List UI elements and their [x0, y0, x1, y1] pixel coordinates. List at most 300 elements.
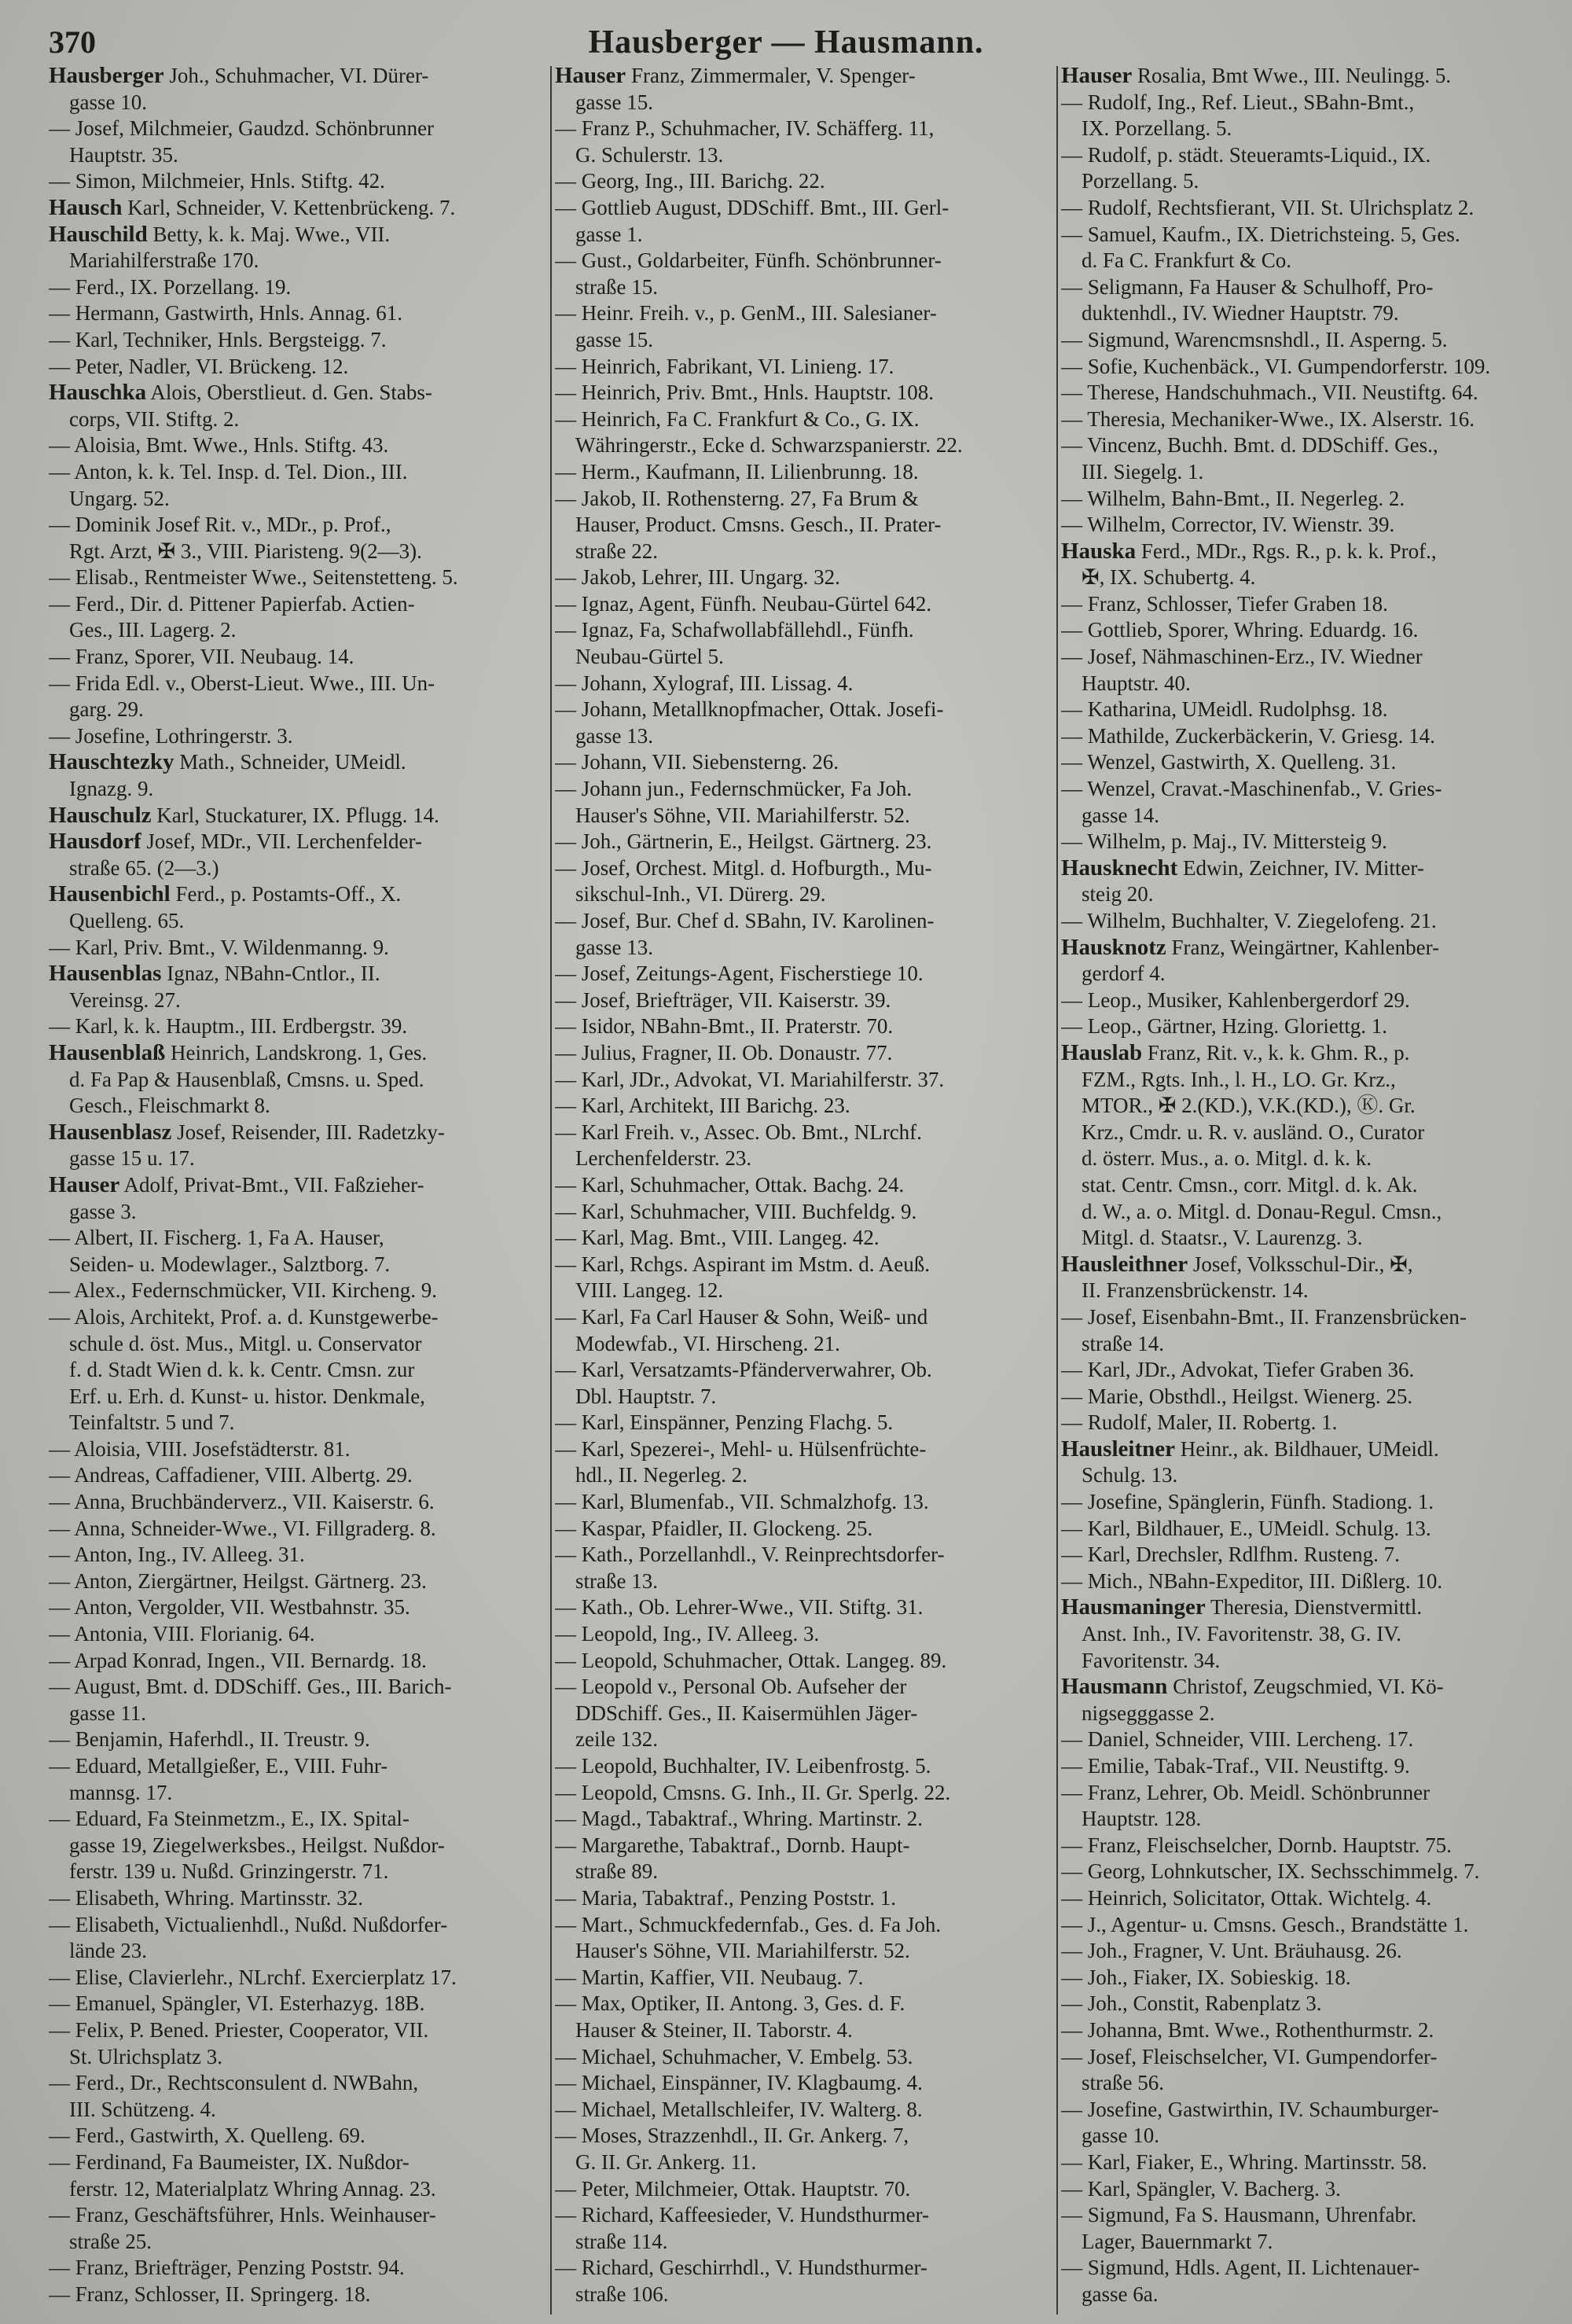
continuation-line: schule d. öst. Mus., Mitgl. u. Conservator [69, 1331, 422, 1355]
sub-entry-line: — Josef, Nähmaschinen-Erz., IV. Wiedner [1061, 645, 1423, 669]
sub-entry-line: — Leopold, Ing., IV. Alleeg. 3. [555, 1622, 820, 1646]
sub-entry-line: — Sofie, Kuchenbäck., VI. Gumpendorferstr. 109. [1061, 354, 1491, 378]
surname-headword: Hausmann [1061, 1674, 1168, 1700]
surname-headword: Hauschild [49, 221, 148, 247]
continuation-line: DDSchiff. Ges., II. Kaisermühlen Jäger- [575, 1701, 918, 1725]
continuation-line: d. Fa Pap & Hausenblaß, Cmsns. u. Sped. [69, 1067, 424, 1091]
surname-headword: Hauschka [49, 380, 147, 406]
sub-entry-line: — Julius, Fragner, II. Ob. Donaustr. 77. [555, 1040, 893, 1065]
continuation-line: ferstr. 139 u. Nußd. Grinzingerstr. 71. [69, 1859, 389, 1884]
headword-entry-line [555, 63, 1052, 90]
continuation-line: Hauser's Söhne, VII. Mariahilferstr. 52. [575, 803, 910, 827]
sub-entry-line: — Richard, Geschirrhdl., V. Hundsthurmer- [555, 2256, 927, 2280]
sub-entry-line: — Heinrich, Solicitator, Ottak. Wichtelg. 4. [1061, 1885, 1432, 1910]
continuation-line: gasse 1. [575, 222, 643, 246]
surname-headword: Hauser [49, 1171, 120, 1197]
continuation-line: gasse 15. [575, 327, 653, 351]
continuation-line: Gesch., Fleischmarkt 8. [69, 1094, 270, 1118]
sub-entry-line: — Anton, Ziergärtner, Heilgst. Gärtnerg. 23. [49, 1568, 427, 1593]
sub-entry-line: — Marie, Obsthdl., Heilgst. Wienerg. 25. [1061, 1384, 1413, 1408]
headword-entry-line [1061, 935, 1558, 962]
sub-entry-line: — Albert, II. Fischerg. 1, Fa A. Hauser, [49, 1226, 384, 1250]
surname-headword: Hausleitner [1061, 1436, 1175, 1462]
sub-entry-line: — Karl, Versatzamts-Pfänderverwahrer, Ob. [555, 1358, 932, 1382]
headword-entry-line [1061, 1040, 1558, 1067]
column-divider [1056, 66, 1058, 2315]
sub-entry-line: — Karl, Fiaker, E., Whring. Martinsstr. 58. [1061, 2149, 1427, 2174]
sub-entry-line: — Ferd., Dir. d. Pittener Papierfab. Actien- [49, 591, 415, 616]
entry-text: Josef, Reisender, III. Radetzky- [171, 1120, 445, 1144]
sub-entry-line: — Sigmund, Warencmsnshdl., II. Asperng. 5. [1061, 327, 1448, 351]
continuation-line: II. Franzensbrückenstr. 14. [1082, 1278, 1309, 1303]
sub-entry-line: — Peter, Nadler, VI. Brückeng. 12. [49, 354, 349, 378]
continuation-line: Hauser's Söhne, VII. Mariahilferstr. 52. [575, 1939, 910, 1963]
continuation-line: Teinfaltstr. 5 und 7. [69, 1410, 235, 1435]
entry-text: Heinr., ak. Bildhauer, UMeidl. [1175, 1436, 1439, 1461]
sub-entry-line: — Eduard, Fa Steinmetzm., E., IX. Spital- [49, 1807, 410, 1831]
surname-headword: Hauslab [1061, 1039, 1143, 1065]
sub-entry-line: — Karl, Architekt, III Barichg. 23. [555, 1094, 850, 1118]
sub-entry-line: — Samuel, Kaufm., IX. Dietrichsteing. 5, Ges. [1061, 222, 1460, 246]
continuation-line: straße 25. [69, 2229, 152, 2253]
sub-entry-line: — Karl, Bildhauer, E., UMeidl. Schulg. 13. [1061, 1516, 1431, 1540]
sub-entry-line: — Karl, Spezerei-, Mehl- u. Hülsenfrüchte- [555, 1436, 927, 1461]
surname-headword: Hausleithner [1061, 1251, 1188, 1277]
entry-text: Theresia, Dienstvermittl. [1205, 1595, 1423, 1620]
sub-entry-line: — Seligmann, Fa Hauser & Schulhoff, Pro- [1061, 274, 1434, 299]
continuation-line: straße 114. [575, 2229, 668, 2253]
continuation-line: corps, VII. Stiftg. 2. [69, 406, 240, 431]
headword-entry-line [1061, 1436, 1558, 1463]
sub-entry-line: — Ignaz, Agent, Fünfh. Neubau-Gürtel 642. [555, 591, 932, 616]
sub-entry-line: — Michael, Einspänner, IV. Klagbaumg. 4. [555, 2071, 923, 2095]
sub-entry-line: — Anna, Bruchbänderverz., VII. Kaiserstr. 6. [49, 1490, 435, 1514]
sub-entry-line: — Elisabeth, Whring. Martinsstr. 32. [49, 1885, 363, 1910]
sub-entry-line: — Ferd., Dr., Rechtsconsulent d. NWBahn, [49, 2071, 419, 2095]
surname-headword: Hauschtezky [49, 749, 174, 775]
sub-entry-line: — Gottlieb August, DDSchiff. Bmt., III. Gerl- [555, 195, 949, 219]
sub-entry-line: — Franz, Sporer, VII. Neubaug. 14. [49, 645, 354, 669]
sub-entry-line: — Ferd., Gastwirth, X. Quelleng. 69. [49, 2124, 365, 2148]
headword-entry-line [49, 749, 545, 776]
sub-entry-line: — Frida Edl. v., Oberst-Lieut. Wwe., III. Un- [49, 671, 435, 695]
sub-entry-line: — Leop., Musiker, Kahlenbergerdorf 29. [1061, 987, 1410, 1012]
sub-entry-line: — Jakob, II. Rothensterng. 27, Fa Brum & [555, 486, 919, 510]
headword-entry-line [49, 961, 545, 987]
sub-entry-line: — Felix, P. Bened. Priester, Cooperator, VII. [49, 2017, 429, 2042]
continuation-line: gasse 10. [69, 90, 147, 114]
continuation-line: mannsg. 17. [69, 1780, 173, 1804]
sub-entry-line: — Heinrich, Fa C. Frankfurt & Co., G. IX. [555, 406, 920, 431]
column-2 [555, 63, 1052, 2307]
continuation-line: gasse 11. [69, 1701, 146, 1725]
sub-entry-line: — Karl, Rchgs. Aspirant im Mstm. d. Aeuß. [555, 1252, 930, 1276]
sub-entry-line: — Therese, Handschuhmach., VII. Neustiftg. 64. [1061, 381, 1478, 405]
surname-headword: Hausch [49, 194, 123, 220]
continuation-line: Seiden- u. Modewlager., Salztborg. 7. [69, 1252, 391, 1276]
continuation-line: straße 13. [575, 1568, 658, 1593]
sub-entry-line: — Mathilde, Zuckerbäckerin, V. Griesg. 14. [1061, 723, 1435, 748]
sub-entry-line: — Gust., Goldarbeiter, Fünfh. Schönbrunner- [555, 248, 942, 273]
sub-entry-line: — Aloisia, VIII. Josefstädterstr. 81. [49, 1436, 351, 1461]
sub-entry-line: — Leopold, Buchhalter, IV. Leibenfrostg. 5. [555, 1754, 931, 1778]
sub-entry-line: — Katharina, UMeidl. Rudolphsg. 18. [1061, 697, 1388, 722]
sub-entry-line: — Anna, Schneider-Wwe., VI. Fillgraderg. 8. [49, 1516, 436, 1540]
surname-headword: Hausknecht [1061, 855, 1178, 881]
sub-entry-line: — Karl, k. k. Hauptm., III. Erdbergstr. 39. [49, 1014, 408, 1039]
entry-text: Ignaz, NBahn-Cntlor., II. [161, 962, 380, 986]
sub-entry-line: — Magd., Tabaktraf., Whring. Martinstr. 2. [555, 1807, 924, 1831]
sub-entry-line: — Wilhelm, Bahn-Bmt., II. Negerleg. 2. [1061, 486, 1405, 510]
headword-entry-line [49, 1040, 545, 1067]
sub-entry-line: — Joh., Fiaker, IX. Sobieskig. 18. [1061, 1965, 1351, 1989]
entry-text: Heinrich, Landskrong. 1, Ges. [165, 1040, 428, 1065]
sub-entry-line: — Franz, Briefträger, Penzing Poststr. 94. [49, 2256, 405, 2280]
continuation-line: straße 15. [575, 274, 658, 299]
continuation-line: Hauptstr. 35. [69, 142, 178, 167]
entry-text: Karl, Stuckaturer, IX. Pflugg. 14. [151, 803, 439, 827]
sub-entry-line: — Leopold, Schuhmacher, Ottak. Langeg. 89. [555, 1648, 947, 1672]
sub-entry-line: — Andreas, Caffadiener, VIII. Albertg. 29. [49, 1463, 413, 1487]
continuation-line: Rgt. Arzt, ✠ 3., VIII. Piaristeng. 9(2—3). [69, 539, 422, 563]
sub-entry-line: — Joh., Constit, Rabenplatz 3. [1061, 1991, 1322, 2016]
continuation-line: III. Siegelg. 1. [1082, 459, 1204, 484]
continuation-line: MTOR., ✠ 2.(KD.), V.K.(KD.), Ⓚ. Gr. [1082, 1094, 1416, 1118]
continuation-line: Quelleng. 65. [69, 909, 185, 932]
sub-entry-line: — Hermann, Gastwirth, Hnls. Annag. 61. [49, 301, 402, 325]
sub-entry-line: — Josef, Briefträger, VII. Kaiserstr. 39. [555, 987, 891, 1012]
sub-entry-line: — Martin, Kaffier, VII. Neubaug. 7. [555, 1965, 864, 1989]
surname-headword: Hauska [1061, 538, 1137, 564]
sub-entry-line: — Georg, Ing., III. Barichg. 22. [555, 169, 825, 193]
sub-entry-line: — Arpad Konrad, Ingen., VII. Bernardg. 18. [49, 1648, 427, 1672]
sub-entry-line: — Karl, Priv. Bmt., V. Wildenmanng. 9. [49, 935, 389, 959]
continuation-line: gasse 19, Ziegelwerksbes., Heilgst. Nußdor- [69, 1833, 445, 1857]
continuation-line: Neubau-Gürtel 5. [575, 645, 724, 669]
continuation-line: G. II. Gr. Ankerg. 11. [575, 2149, 757, 2174]
sub-entry-line: — Karl, JDr., Advokat, VI. Mariahilferstr. 37. [555, 1067, 945, 1091]
entry-text: Franz, Weingärtner, Kahlenber- [1166, 935, 1440, 959]
continuation-line: Lerchenfelderstr. 23. [575, 1146, 752, 1171]
continuation-line: Porzellang. 5. [1082, 169, 1199, 193]
sub-entry-line: — Joh., Fragner, V. Unt. Bräuhausg. 26. [1061, 1939, 1402, 1963]
sub-entry-line: — Sigmund, Hdls. Agent, II. Lichtenauer- [1061, 2256, 1420, 2280]
continuation-line: gasse 6a. [1082, 2282, 1159, 2306]
sub-entry-line: — Rudolf, Maler, II. Robertg. 1. [1061, 1410, 1338, 1435]
sub-entry-line: — Franz P., Schuhmacher, IV. Schäfferg. 11, [555, 116, 935, 141]
sub-entry-line: — Karl, Einspänner, Penzing Flachg. 5. [555, 1410, 894, 1435]
sub-entry-line: — August, Bmt. d. DDSchiff. Ges., III. Barich- [49, 1675, 452, 1699]
continuation-line: Hauser & Steiner, II. Taborstr. 4. [575, 2017, 853, 2042]
sub-entry-line: — Leop., Gärtner, Hzing. Gloriettg. 1. [1061, 1014, 1388, 1039]
surname-headword: Hausenbichl [49, 881, 171, 907]
continuation-line: VIII. Langeg. 12. [575, 1278, 724, 1303]
continuation-line: d. W., a. o. Mitgl. d. Donau-Regul. Cmsn., [1082, 1199, 1442, 1223]
sub-entry-line: — Mich., NBahn-Expeditor, III. Dißlerg. 10. [1061, 1568, 1443, 1593]
sub-entry-line: — Josef, Milchmeier, Gaudzd. Schönbrunner [49, 116, 435, 141]
continuation-line: Hauptstr. 40. [1082, 671, 1191, 695]
continuation-line: stat. Centr. Cmsn., corr. Mitgl. d. k. Ak. [1082, 1172, 1418, 1197]
sub-entry-line: — Michael, Metallschleifer, IV. Walterg. 8. [555, 2097, 923, 2121]
entry-text: Edwin, Zeichner, IV. Mitter- [1177, 855, 1424, 880]
sub-entry-line: — Alex., Federnschmücker, VII. Kircheng. 9. [49, 1278, 438, 1303]
sub-entry-line: — Karl, Techniker, Hnls. Bergsteigg. 7. [49, 327, 387, 351]
headword-entry-line [1061, 1594, 1558, 1621]
sub-entry-line: — Wilhelm, Buchhalter, V. Ziegelofeng. 21. [1061, 909, 1437, 932]
continuation-line: gerdorf 4. [1082, 962, 1166, 986]
sub-entry-line: — Josefine, Lothringerstr. 3. [49, 723, 293, 748]
continuation-line: St. Ulrichsplatz 3. [69, 2044, 222, 2068]
sub-entry-line: — Franz, Fleischselcher, Dornb. Hauptstr. 75. [1061, 1833, 1452, 1857]
surname-headword: Hausberger [49, 63, 164, 88]
sub-entry-line: — Wenzel, Cravat.-Maschinenfab., V. Gries- [1061, 777, 1442, 801]
sub-entry-line: — Moses, Strazzenhdl., II. Gr. Ankerg. 7, [555, 2124, 909, 2148]
headword-entry-line [49, 803, 545, 829]
sub-entry-line: — Karl, Schuhmacher, VIII. Buchfeldg. 9. [555, 1199, 917, 1223]
headword-entry-line [49, 881, 545, 908]
headword-entry-line [49, 1120, 545, 1146]
sub-entry-line: — Ferd., IX. Porzellang. 19. [49, 274, 292, 299]
sub-entry-line: — Rudolf, Ing., Ref. Lieut., SBahn-Bmt., [1061, 90, 1415, 114]
sub-entry-line: — Karl, Fa Carl Hauser & Sohn, Weiß- und [555, 1304, 928, 1329]
continuation-line: sikschul-Inh., VI. Dürerg. 29. [575, 882, 826, 906]
sub-entry-line: — Heinrich, Fabrikant, VI. Linieng. 17. [555, 354, 894, 378]
sub-entry-line: — Kaspar, Pfaidler, II. Glockeng. 25. [555, 1516, 873, 1540]
sub-entry-line: — Franz, Lehrer, Ob. Meidl. Schönbrunner [1061, 1780, 1431, 1804]
continuation-line: gasse 14. [1082, 803, 1159, 827]
continuation-line: Hauptstr. 128. [1082, 1807, 1202, 1831]
sub-entry-line: — Karl, Spängler, V. Bacherg. 3. [1061, 2176, 1341, 2201]
sub-entry-line: — Daniel, Schneider, VIII. Lercheng. 17. [1061, 1727, 1414, 1752]
sub-entry-line: — Johanna, Bmt. Wwe., Rothenthurmstr. 2. [1061, 2017, 1434, 2042]
sub-entry-line: — Karl, JDr., Advokat, Tiefer Graben 36. [1061, 1358, 1415, 1382]
headword-entry-line [1061, 539, 1558, 565]
entry-text: Christof, Zeugschmied, VI. Kö- [1167, 1675, 1444, 1699]
page-number: 370 [49, 24, 96, 60]
sub-entry-line: — Heinrich, Priv. Bmt., Hnls. Hauptstr. 108. [555, 381, 934, 405]
sub-entry-line: — Max, Optiker, II. Antong. 3, Ges. d. F. [555, 1991, 905, 2016]
entry-text: Alois, Oberstlieut. d. Gen. Stabs- [146, 381, 432, 405]
sub-entry-line: — Benjamin, Haferhdl., II. Treustr. 9. [49, 1727, 370, 1752]
entry-text: Rosalia, Bmt Wwe., III. Neulingg. 5. [1132, 64, 1452, 87]
surname-headword: Hauser [1061, 63, 1133, 88]
headword-entry-line [1061, 63, 1558, 90]
sub-entry-line: — Wilhelm, Corrector, IV. Wienstr. 39. [1061, 513, 1395, 537]
continuation-line: Hauser, Product. Cmsns. Gesch., II. Prater- [575, 513, 942, 537]
sub-entry-line: — Josef, Fleischselcher, VI. Gumpendorfer- [1061, 2044, 1438, 2068]
continuation-line: FZM., Rgts. Inh., l. H., LO. Gr. Krz., [1082, 1067, 1396, 1091]
surname-headword: Hausenblas [49, 961, 162, 987]
sub-entry-line: — Sigmund, Fa S. Hausmann, Uhrenfabr. [1061, 2203, 1417, 2227]
surname-headword: Hausenblaß [49, 1039, 166, 1065]
column-divider [550, 66, 552, 2315]
continuation-line: Währingerstr., Ecke d. Schwarzspanierstr. 22. [575, 433, 963, 458]
sub-entry-line: — Peter, Milchmeier, Ottak. Hauptstr. 70. [555, 2176, 911, 2201]
continuation-line: G. Schulerstr. 13. [575, 142, 724, 167]
sub-entry-line: — Ignaz, Fa, Schafwollabfällehdl., Fünfh. [555, 618, 914, 642]
continuation-line: straße 22. [575, 539, 658, 563]
sub-entry-line: — Josef, Zeitungs-Agent, Fischerstiege 10. [555, 962, 924, 986]
entry-text: Joh., Schuhmacher, VI. Dürer- [163, 64, 429, 87]
headword-entry-line [49, 380, 545, 406]
sub-entry-line: — Johann, Metallknopfmacher, Ottak. Josefi- [555, 697, 944, 722]
column-3 [1061, 63, 1558, 2307]
entry-text: Karl, Schneider, V. Kettenbrückeng. 7. [122, 195, 456, 219]
continuation-line: straße 65. (2—3.) [69, 855, 219, 880]
sub-entry-line: — Leopold, Cmsns. G. Inh., II. Gr. Sperlg. 22. [555, 1780, 951, 1804]
continuation-line: ferstr. 12, Materialplatz Whring Annag. 23. [69, 2176, 436, 2201]
continuation-line: Dbl. Hauptstr. 7. [575, 1384, 717, 1408]
sub-entry-line: — J., Agentur- u. Cmsns. Gesch., Brandstätte 1. [1061, 1912, 1469, 1936]
sub-entry-line: — Josefine, Gastwirthin, IV. Schaumburger- [1061, 2097, 1439, 2121]
entry-text: Adolf, Privat-Bmt., VII. Faßzieher- [119, 1172, 424, 1197]
sub-entry-line: — Karl, Drechsler, Rdlfhm. Rusteng. 7. [1061, 1543, 1400, 1567]
surname-headword: Hausenblasz [49, 1119, 172, 1145]
headword-entry-line [1061, 1252, 1558, 1278]
continuation-line: garg. 29. [69, 697, 144, 722]
sub-entry-line: — Johann jun., Federnschmücker, Fa Joh. [555, 777, 913, 801]
headword-entry-line [49, 63, 545, 90]
entry-text: Franz, Zimmermaler, V. Spenger- [626, 64, 916, 87]
entry-text: Franz, Rit. v., k. k. Ghm. R., p. [1142, 1040, 1410, 1065]
entry-text: Josef, Volksschul-Dir., ✠, [1188, 1252, 1413, 1276]
sub-entry-line: — Richard, Kaffeesieder, V. Hundsthurmer- [555, 2203, 930, 2227]
sub-entry-line: — Kath., Ob. Lehrer-Wwe., VII. Stiftg. 31. [555, 1595, 924, 1620]
sub-entry-line: — Margarethe, Tabaktraf., Dornb. Haupt- [555, 1833, 910, 1857]
continuation-line: Mitgl. d. Staatsr., V. Laurenzg. 3. [1082, 1226, 1363, 1250]
sub-entry-line: — Elisabeth, Victualienhdl., Nußd. Nußdorfer- [49, 1912, 448, 1936]
entry-text: Ferd., p. Postamts-Off., X. [170, 882, 402, 906]
continuation-line: gasse 3. [69, 1199, 137, 1223]
headword-entry-line [49, 829, 545, 855]
sub-entry-line: — Rudolf, p. städt. Steueramts-Liquid., IX. [1061, 142, 1431, 167]
sub-entry-line: — Karl Freih. v., Assec. Ob. Bmt., NLrchf. [555, 1120, 922, 1144]
headword-entry-line [49, 1172, 545, 1199]
continuation-line: nigsegggasse 2. [1082, 1701, 1215, 1725]
sub-entry-line: — Johann, Xylograf, III. Lissag. 4. [555, 671, 854, 695]
continuation-line: f. d. Stadt Wien d. k. k. Centr. Cmsn. zur [69, 1358, 415, 1382]
continuation-line: steig 20. [1082, 882, 1154, 906]
continuation-line: zeile 132. [575, 1727, 658, 1752]
continuation-line: straße 14. [1082, 1331, 1164, 1355]
continuation-line: III. Schützeng. 4. [69, 2097, 216, 2121]
sub-entry-line: — Josef, Orchest. Mitgl. d. Hofburgth., Mu- [555, 855, 932, 880]
sub-entry-line: — Josef, Eisenbahn-Bmt., II. Franzensbrücken- [1061, 1304, 1467, 1329]
sub-entry-line: — Franz, Schlosser, Tiefer Graben 18. [1061, 591, 1388, 616]
sub-entry-line: — Kath., Porzellanhdl., V. Reinprechtsdorfer- [555, 1543, 945, 1567]
entry-text: Josef, MDr., VII. Lerchenfelder- [141, 829, 422, 854]
sub-entry-line: — Elisab., Rentmeister Wwe., Seitenstetteng. 5. [49, 565, 458, 590]
continuation-line: ✠, IX. Schubertg. 4. [1082, 565, 1256, 590]
sub-entry-line: — Josefine, Spänglerin, Fünfh. Stadiong. 1. [1061, 1490, 1434, 1514]
continuation-line: hdl., II. Negerleg. 2. [575, 1463, 747, 1487]
sub-entry-line: — Joh., Gärtnerin, E., Heilgst. Gärtnerg. 23. [555, 829, 932, 854]
sub-entry-line: — Mart., Schmuckfedernfab., Ges. d. Fa Joh. [555, 1912, 942, 1936]
headword-entry-line [49, 195, 545, 222]
surname-headword: Hausdorf [49, 829, 141, 855]
sub-entry-line: — Anton, k. k. Tel. Insp. d. Tel. Dion., III. [49, 459, 408, 484]
surname-headword: Hauser [555, 63, 626, 88]
continuation-line: straße 106. [575, 2282, 669, 2306]
continuation-line: Erf. u. Erh. d. Kunst- u. histor. Denkmale, [69, 1384, 425, 1408]
column-1 [49, 63, 545, 2307]
sub-entry-line: — Simon, Milchmeier, Hnls. Stiftg. 42. [49, 169, 385, 193]
sub-entry-line: — Elise, Clavierlehr., NLrchf. Exercierplatz 17. [49, 1965, 457, 1989]
sub-entry-line: — Emilie, Tabak-Traf., VII. Neustiftg. 9. [1061, 1754, 1410, 1778]
sub-entry-line: — Gottlieb, Sporer, Whring. Eduardg. 16. [1061, 618, 1419, 642]
sub-entry-line: — Herm., Kaufmann, II. Lilienbrunng. 18. [555, 459, 919, 484]
continuation-line: Lager, Bauernmarkt 7. [1082, 2229, 1273, 2253]
continuation-line: Krz., Cmdr. u. R. v. ausländ. O., Curator [1082, 1120, 1425, 1144]
sub-entry-line: — Eduard, Metallgießer, E., VIII. Fuhr- [49, 1754, 388, 1778]
continuation-line: Modewfab., VI. Hirscheng. 21. [575, 1331, 840, 1355]
surname-headword: Hausmaninger [1061, 1594, 1206, 1620]
sub-entry-line: — Wilhelm, p. Maj., IV. Mittersteig 9. [1061, 829, 1387, 854]
continuation-line: Mariahilferstraße 170. [69, 248, 259, 273]
sub-entry-line: — Theresia, Mechaniker-Wwe., IX. Alserstr. 16. [1061, 406, 1475, 431]
continuation-line: Ungarg. 52. [69, 486, 170, 510]
sub-entry-line: — Dominik Josef Rit. v., MDr., p. Prof., [49, 513, 391, 537]
continuation-line: Ignazg. 9. [69, 777, 154, 801]
running-head: Hausberger — Hausmann. [588, 24, 984, 61]
sub-entry-line: — Emanuel, Spängler, VI. Esterhazyg. 18B. [49, 1991, 425, 2016]
sub-entry-line: — Maria, Tabaktraf., Penzing Poststr. 1. [555, 1885, 897, 1910]
sub-entry-line: — Anton, Vergolder, VII. Westbahnstr. 35. [49, 1595, 410, 1620]
sub-entry-line: — Michael, Schuhmacher, V. Embelg. 53. [555, 2044, 913, 2068]
sub-entry-line: — Alois, Architekt, Prof. a. d. Kunstgewerbe- [49, 1304, 439, 1329]
sub-entry-line: — Franz, Schlosser, II. Springerg. 18. [49, 2282, 371, 2306]
continuation-line: gasse 15. [575, 90, 653, 114]
sub-entry-line: — Rudolf, Rechtsfierant, VII. St. Ulrichsplatz 2. [1061, 195, 1475, 219]
continuation-line: gasse 15 u. 17. [69, 1146, 195, 1171]
sub-entry-line: — Franz, Geschäftsführer, Hnls. Weinhauser- [49, 2203, 436, 2227]
sub-entry-line: — Isidor, NBahn-Bmt., II. Praterstr. 70. [555, 1014, 894, 1039]
entry-text: Math., Schneider, UMeidl. [174, 750, 406, 774]
headword-entry-line [1061, 1674, 1558, 1701]
sub-entry-line: — Ferdinand, Fa Baumeister, IX. Nußdor- [49, 2149, 410, 2174]
sub-entry-line: — Anton, Ing., IV. Alleeg. 31. [49, 1543, 305, 1567]
continuation-line: gasse 13. [575, 935, 653, 959]
sub-entry-line: — Vincenz, Buchh. Bmt. d. DDSchiff. Ges., [1061, 433, 1438, 458]
continuation-line: d. österr. Mus., a. o. Mitgl. d. k. k. [1082, 1146, 1372, 1171]
continuation-line: Vereinsg. 27. [69, 987, 181, 1012]
continuation-line: Schulg. 13. [1082, 1463, 1178, 1487]
sub-entry-line: — Josef, Bur. Chef d. SBahn, IV. Karolinen- [555, 909, 935, 932]
sub-entry-line: — Karl, Blumenfab., VII. Schmalzhofg. 13. [555, 1490, 929, 1514]
entry-text: Ferd., MDr., Rgs. R., p. k. k. Prof., [1136, 539, 1437, 563]
surname-headword: Hausknotz [1061, 934, 1166, 960]
sub-entry-line: — Johann, VII. Siebensterng. 26. [555, 750, 839, 774]
sub-entry-line: — Karl, Schuhmacher, Ottak. Bachg. 24. [555, 1172, 905, 1197]
sub-entry-line: — Wenzel, Gastwirth, X. Quelleng. 31. [1061, 750, 1397, 774]
sub-entry-line: — Heinr. Freih. v., p. GenM., III. Salesianer- [555, 301, 937, 325]
continuation-line: gasse 10. [1082, 2124, 1159, 2148]
entry-text: Betty, k. k. Maj. Wwe., VII. [147, 222, 391, 246]
sub-entry-line: — Leopold v., Personal Ob. Aufseher der [555, 1675, 907, 1699]
headword-entry-line [1061, 855, 1558, 882]
continuation-line: Anst. Inh., IV. Favoritenstr. 38, G. IV. [1082, 1622, 1402, 1646]
continuation-line: Ges., III. Lagerg. 2. [69, 618, 237, 642]
headword-entry-line [49, 222, 545, 248]
sub-entry-line: — Karl, Mag. Bmt., VIII. Langeg. 42. [555, 1226, 880, 1250]
continuation-line: gasse 13. [575, 723, 653, 748]
continuation-line: straße 89. [575, 1859, 658, 1884]
continuation-line: IX. Porzellang. 5. [1082, 116, 1232, 141]
continuation-line: straße 56. [1082, 2071, 1164, 2095]
continuation-line: Favoritenstr. 34. [1082, 1648, 1221, 1672]
continuation-line: d. Fa C. Frankfurt & Co. [1082, 248, 1291, 273]
sub-entry-line: — Aloisia, Bmt. Wwe., Hnls. Stiftg. 43. [49, 433, 389, 458]
